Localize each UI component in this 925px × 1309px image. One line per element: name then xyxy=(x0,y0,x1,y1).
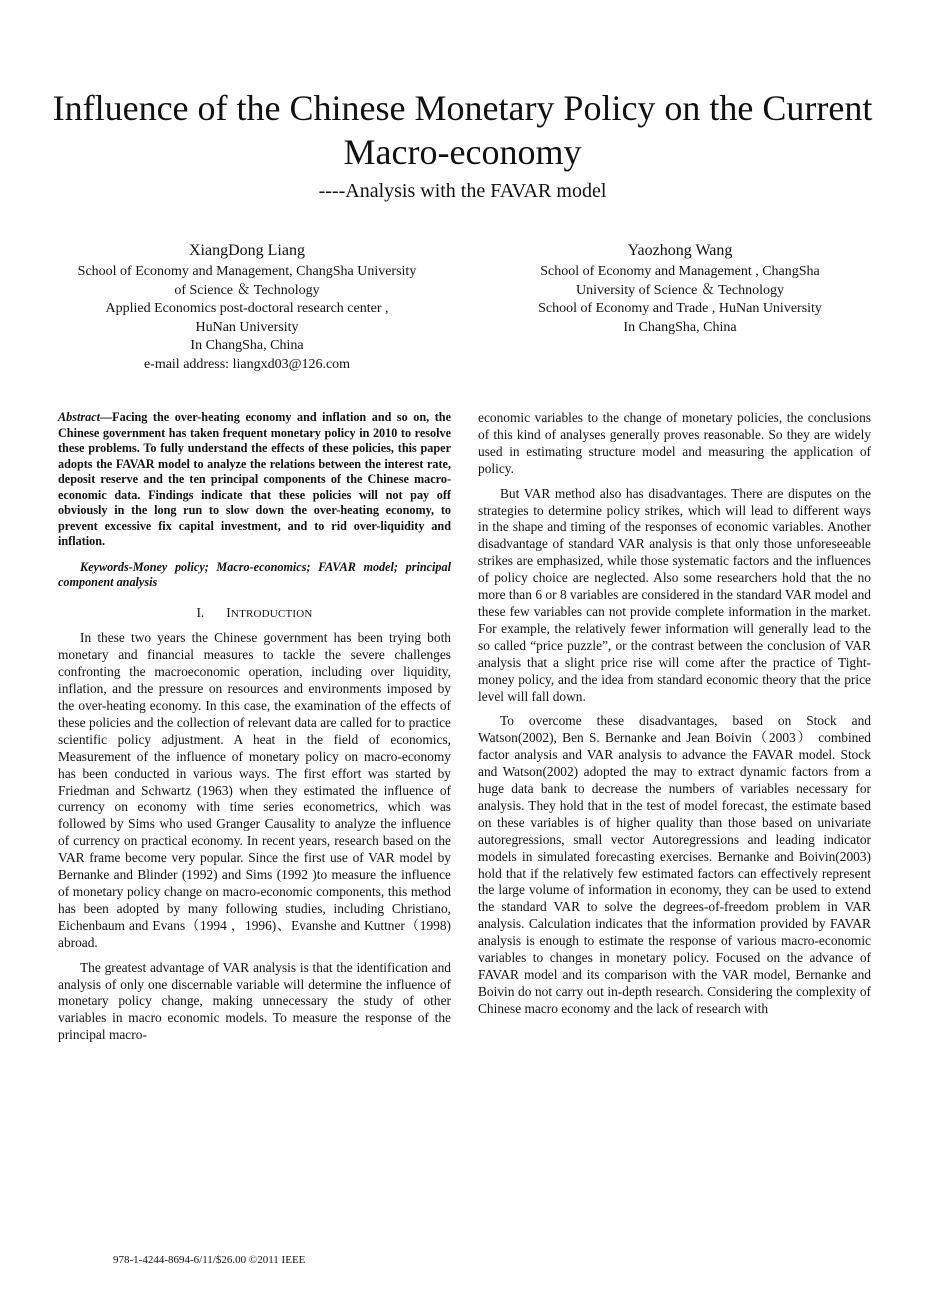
author-name: Yaozhong Wang xyxy=(627,242,733,259)
author-block-1 xyxy=(52,240,442,374)
paragraph: To overcome these disadvantages, based on Stock and Watson(2002), Ben S. Bernanke and Jean Boivin（2003） combined factor analysis and VAR analysis to advance the FAVAR model. Stock and Watson(2002) adopted the may to extract dynamic factors from a huge data bank to decrease the numbers of variables necessary for analysis. They hold that in the test of model forecast, the estimate based on these variables is of higher quality than those based on univariate autoregressions, small vector Autoregressions and leading indicator models in simulated forecasting exercises. Bernanke and Boivin(2003) hold that if the relatively few estimated factors can effectively represent the large volume of information in economy, they can be used to extend the standard VAR to solve the degrees-of-freedom problem in VAR analysis. Calculation indicates that the information provided by FAVAR analysis is enough to estimate the response of various macro-economic variables to changes in monetary policy. Focused on the advance of FAVAR model and its comparison with the VAR model, Bernanke and Boivin do not carry out in-depth research. Considering the complexity of Chinese macro economy and the lack of research with xyxy=(478,713,871,1016)
author-block-2 xyxy=(480,240,880,337)
abstract-text: —Facing the over-heating economy and inflation and so on, the Chinese government has taken frequent monetary policy in 2010 to resolve these problems. To fully understand the effects of these policies, this paper adopts the FAVAR model to analyze the relations between the interest rate, deposit reserve and the ten principal components of the Chinese macro-economic data. Findings indicate that these policies will not pay off obviously in the long run to slow down the over-heating economy, to prevent excessive fix capital investment, and to rid over-liquidity and inflation. xyxy=(58,410,451,548)
paragraph: The greatest advantage of VAR analysis is that the identification and analysis of only one discernable variable will determine the influence of monetary policy change, making unnecessary the study of other variables in macro economic models. To measure the response of the principal macro- xyxy=(58,959,451,1043)
author-location: In ChangSha, China xyxy=(623,319,737,335)
paper-subtitle: ----Analysis with the FAVAR model xyxy=(318,180,607,202)
author-affiliation-line: of Science ＆ Technology xyxy=(174,282,320,298)
keywords: Keywords-Money policy; Macro-economics; FAVAR model; principal component analysis xyxy=(58,559,451,589)
abstract-label: Abstract xyxy=(58,410,100,424)
author-affiliation-line: HuNan University xyxy=(195,319,299,335)
copyright-footer: 978-1-4244-8694-6/11/$26.00 ©2011 IEEE xyxy=(113,1254,306,1266)
author-affiliation-line: School of Economy and Management , ChangSha xyxy=(540,264,820,279)
left-column xyxy=(58,410,451,1044)
paper-title: Influence of the Chinese Monetary Policy on the Current Macro-economy xyxy=(52,88,873,172)
paragraph: But VAR method also has disadvantages. There are disputes on the strategies to determine policy strikes, which will lead to different ways in the shape and timing of the responses of economic variables. Another disadvantage of standard VAR analysis is that only those unforeseeable strikes are emphasized, while those systematic factors and the influences of policy choice are neglected. Also some researchers hold that the no more than 6 or 8 variables are considered in the standard VAR model and these few variables can not provide complete information in the market. For example, the relatively fewer information will generally lead to the so called “price puzzle”, or the contrast between the conclusion of VAR analysis that a slight price rise will come after the practice of Tight-money policy, and the idea from standard economic theory that the price level will fall down. xyxy=(478,485,871,704)
author-name: XiangDong Liang xyxy=(189,242,305,259)
section-heading xyxy=(58,605,451,623)
right-column xyxy=(478,410,871,1018)
author-affiliation-line: University of Science ＆ Technology xyxy=(576,282,784,298)
author-email: e-mail address: liangxd03@126.com xyxy=(143,356,351,372)
section-number: I. xyxy=(196,604,205,620)
paragraph: economic variables to the change of monetary policies, the conclusions of this kind of analyses generally proves reasonable. So they are widely used in estimating structure model and measuring the application of policy. xyxy=(478,410,871,476)
paragraph: In these two years the Chinese government has been trying both monetary and financial measures to tackle the severe challenges confronting the macroeconomic operation, including over liquidity, inflation, and the pressure on resources and environments imposed by the over-heating economy. In this case, the examination of the effects of these policies and the collection of relevant data are called for to practice scientific policy adjustment. A heat in the field of economics, Measurement of the influence of monetary policy on macro-economy has been conducted in various ways. The first effort was started by Friedman and Schwartz (1963) when they estimated the influence of currency on economy with time series econometrics, which was followed by Sims who used Granger Causality to analyze the influence of currency on practical economy. In recent years, research based on the VAR frame become very popular. Since the first use of VAR model by Bernanke and Blinder (1992) and Sims (1992 )to measure the influence of monetary policy change on macro-economic components, this method has been adopted by many following studies, including Christiano, Eichenbaum and Evans（1994 ，1996)、Evanshe and Kuttner（1998) abroad. xyxy=(58,630,451,950)
author-affiliation-line: School of Economy and Management, ChangSha University xyxy=(77,264,417,279)
author-affiliation-line: School of Economy and Trade , HuNan University xyxy=(538,301,822,316)
abstract xyxy=(58,410,451,550)
author-location: In ChangSha, China xyxy=(190,338,304,353)
author-affiliation-line: Applied Economics post-doctoral research center , xyxy=(105,301,389,316)
section-title: INTRODUCTION xyxy=(226,604,313,620)
